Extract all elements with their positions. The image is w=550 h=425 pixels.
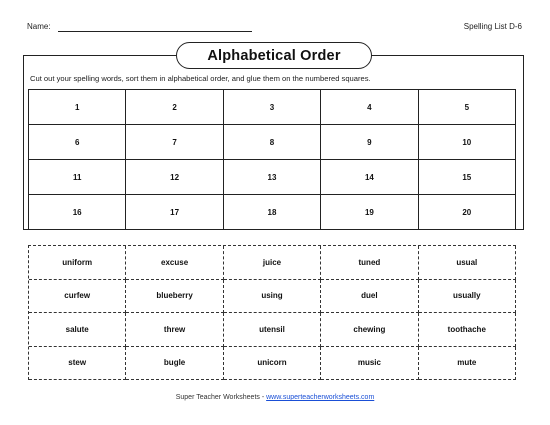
numbered-square: 11 [29,160,126,195]
page-title: Alphabetical Order [176,42,372,69]
numbered-square: 10 [419,125,516,160]
word-card[interactable]: juice [224,246,321,280]
numbered-grid [28,89,516,230]
word-card[interactable]: usual [419,246,516,280]
word-card[interactable]: mute [419,347,516,381]
numbered-square: 12 [126,160,223,195]
word-cutout-grid [28,245,516,380]
numbered-square: 8 [224,125,321,160]
word-card[interactable]: tuned [321,246,418,280]
numbered-square: 20 [419,195,516,230]
numbered-square: 1 [29,90,126,125]
word-card[interactable]: usually [419,280,516,314]
word-card[interactable]: utensil [224,313,321,347]
word-card[interactable]: bugle [126,347,223,381]
word-card[interactable]: duel [321,280,418,314]
word-card[interactable]: excuse [126,246,223,280]
numbered-square: 5 [419,90,516,125]
name-line[interactable] [58,31,252,32]
word-card[interactable]: salute [29,313,126,347]
spelling-list-label: Spelling List D-6 [463,22,522,31]
word-card[interactable]: stew [29,347,126,381]
numbered-square: 14 [321,160,418,195]
numbered-square: 9 [321,125,418,160]
word-card[interactable]: unicorn [224,347,321,381]
word-card[interactable]: curfew [29,280,126,314]
instructions-text: Cut out your spelling words, sort them in alphabetical order, and glue them on the numbered squares. [30,74,371,83]
word-card[interactable]: music [321,347,418,381]
word-card[interactable]: threw [126,313,223,347]
word-card[interactable]: toothache [419,313,516,347]
word-card[interactable]: chewing [321,313,418,347]
numbered-square: 18 [224,195,321,230]
numbered-square: 4 [321,90,418,125]
footer-link[interactable]: www.superteacherworksheets.com [266,394,375,401]
numbered-square: 19 [321,195,418,230]
numbered-square: 13 [224,160,321,195]
word-card[interactable]: uniform [29,246,126,280]
footer-text: Super Teacher Worksheets - [175,394,267,401]
footer [0,394,550,401]
word-card[interactable]: blueberry [126,280,223,314]
numbered-square: 15 [419,160,516,195]
numbered-square: 17 [126,195,223,230]
numbered-square: 6 [29,125,126,160]
numbered-square: 16 [29,195,126,230]
numbered-square: 3 [224,90,321,125]
numbered-square: 7 [126,125,223,160]
numbered-square: 2 [126,90,223,125]
name-label: Name: [27,22,51,31]
word-card[interactable]: using [224,280,321,314]
